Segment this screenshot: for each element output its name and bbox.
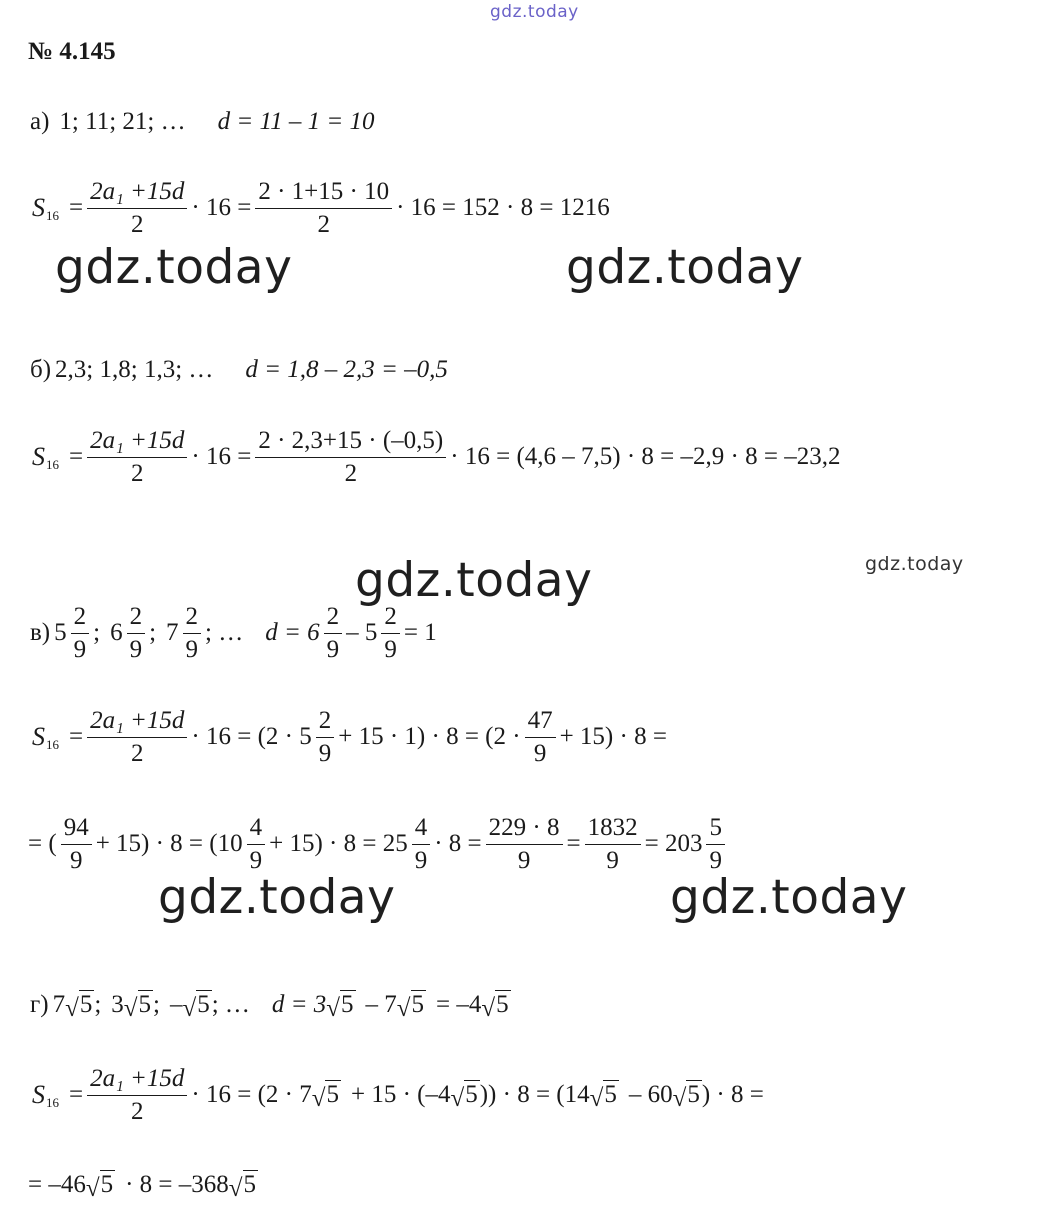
expression: – 5	[346, 619, 378, 646]
part-g-sum-line2	[28, 1170, 258, 1200]
whole-part: 6	[110, 619, 123, 646]
fraction: $\frac{2}{9}$	[127, 603, 146, 663]
fraction: $\frac{2}{9}$	[71, 603, 90, 663]
separator: ;	[93, 619, 101, 646]
sum-symbol: S	[32, 193, 45, 222]
expression: )) · 8 = (14	[479, 1081, 590, 1108]
part-label: б)	[30, 356, 52, 383]
separator: ;	[149, 619, 157, 646]
expression: – 60	[628, 1081, 673, 1108]
part-g-sequence	[30, 990, 511, 1020]
fraction: $\frac{2}{9}$	[324, 603, 343, 663]
part-v-sequence	[30, 603, 437, 663]
expression: · 16 = (2 · 7	[191, 1081, 312, 1108]
sequence: 1; 11; 21; …	[59, 108, 186, 135]
ellipsis: ; …	[205, 619, 244, 646]
watermark: gdz.today	[566, 240, 804, 295]
expression: · 16 =	[191, 443, 252, 470]
minus: –	[169, 990, 183, 1018]
watermark: gdz.today	[55, 240, 293, 295]
expression: · 16 = (2 · 5	[191, 723, 312, 750]
problem-title: № 4.145	[28, 38, 116, 65]
sqrt: √ 5	[65, 991, 93, 1022]
sum-subscript: 16	[46, 1095, 59, 1110]
sqrt: √ 5	[311, 1081, 339, 1112]
sqrt: √ 5	[589, 1081, 617, 1112]
fraction: $\frac{\text{2a₁ +15d}}{2}$	[87, 427, 187, 487]
expression: · 16 =	[191, 194, 252, 221]
difference: d = 6	[265, 619, 320, 646]
separator: ;	[153, 990, 160, 1018]
watermark-top: gdz.today	[490, 2, 579, 22]
equals: =	[69, 723, 84, 750]
equals: =	[69, 443, 84, 470]
sqrt: √ 5	[396, 991, 424, 1022]
sqrt: √ 5	[481, 991, 509, 1022]
fraction: $\frac{\text{2a₁ +15d}}{2}$	[87, 1065, 187, 1125]
watermark-small: gdz.today	[865, 553, 964, 575]
expression: ) · 8 =	[701, 1081, 764, 1108]
expression: = (	[28, 830, 57, 857]
ellipsis: ; …	[211, 990, 250, 1018]
sqrt: √ 5	[182, 991, 210, 1022]
expression: = 1	[403, 619, 437, 646]
fraction: $\frac{47}{9}$	[525, 707, 556, 767]
fraction: $\frac{2 \cdot 1+15 \cdot 10}{2}$	[255, 178, 392, 238]
fraction: $\frac{2}{9}$	[316, 707, 335, 767]
watermark: gdz.today	[670, 870, 908, 925]
fraction: $\frac{2}{9}$	[183, 603, 202, 663]
sum-symbol: S	[32, 1080, 45, 1109]
fraction: $\frac{2}{9}$	[381, 603, 400, 663]
part-label: а)	[30, 108, 50, 135]
part-b-sum	[32, 427, 840, 487]
sqrt: √ 5	[450, 1081, 478, 1112]
sqrt: √ 5	[326, 991, 354, 1022]
expression: = –46	[28, 1170, 86, 1198]
expression: = 203	[644, 830, 703, 857]
expression: =	[566, 830, 581, 857]
expression: · 8 = –368	[125, 1170, 229, 1198]
whole-part: 7	[166, 619, 179, 646]
part-v-sum-line1	[32, 707, 667, 767]
coefficient: 7	[52, 990, 66, 1018]
coefficient: 3	[111, 990, 124, 1018]
fraction: $\frac{2 \cdot 2,3+15 \cdot (-0,5)}{2}$	[255, 427, 446, 487]
expression: + 15 · 1) · 8 = (2 ·	[338, 723, 521, 750]
expression: = –4	[436, 990, 482, 1018]
part-label: в)	[30, 619, 51, 646]
watermark: gdz.today	[158, 870, 396, 925]
part-label: г)	[30, 990, 49, 1018]
difference: d = 3	[271, 990, 327, 1018]
equals: =	[69, 194, 84, 221]
sqrt: √ 5	[228, 1171, 257, 1202]
fraction: $\frac{\text{2a₁ +15d}}{2}$	[87, 707, 187, 767]
expression: · 16 = 152 · 8 = 1216	[396, 194, 610, 221]
sum-subscript: 16	[46, 457, 59, 472]
difference: d = 11 – 1 = 10	[217, 108, 375, 135]
sqrt: √ 5	[123, 991, 152, 1022]
part-a-sequence	[30, 108, 374, 136]
sqrt: √ 5	[672, 1081, 700, 1112]
expression: + 15 · (–4	[350, 1081, 451, 1108]
sequence: 2,3; 1,8; 1,3; …	[55, 356, 214, 383]
expression: + 15) · 8 =	[559, 723, 667, 750]
fraction: $\frac{1832}{9}$	[585, 814, 641, 874]
difference: d = 1,8 – 2,3 = –0,5	[245, 356, 448, 383]
part-a-sum	[32, 178, 610, 238]
expression: · 16 = (4,6 – 7,5) · 8 = –2,9 · 8 = –23,2	[450, 443, 841, 470]
fraction: $\frac{5}{9}$	[706, 814, 725, 874]
sum-subscript: 16	[46, 208, 59, 223]
fraction: $\frac{229 \cdot 8}{9}$	[486, 814, 563, 874]
sum-subscript: 16	[46, 737, 59, 752]
expression: – 7	[365, 990, 397, 1018]
expression: + 15) · 8 = 25	[269, 830, 408, 857]
fraction: $\frac{4}{9}$	[412, 814, 431, 874]
fraction: $\frac{94}{9}$	[61, 814, 92, 874]
part-g-sum-line1	[32, 1065, 764, 1125]
sqrt: √ 5	[85, 1171, 114, 1202]
fraction: $\frac{\text{2a₁ +15d}}{2}$	[87, 178, 187, 238]
expression: + 15) · 8 = (10	[95, 830, 243, 857]
watermark: gdz.today	[355, 553, 593, 608]
fraction: $\frac{4}{9}$	[247, 814, 266, 874]
sum-symbol: S	[32, 442, 45, 471]
part-b-sequence	[30, 356, 448, 384]
equals: =	[69, 1081, 84, 1108]
expression: · 8 =	[434, 830, 482, 857]
separator: ;	[94, 990, 102, 1018]
whole-part: 5	[54, 619, 67, 646]
part-v-sum-line2	[28, 814, 729, 874]
sum-symbol: S	[32, 722, 45, 751]
